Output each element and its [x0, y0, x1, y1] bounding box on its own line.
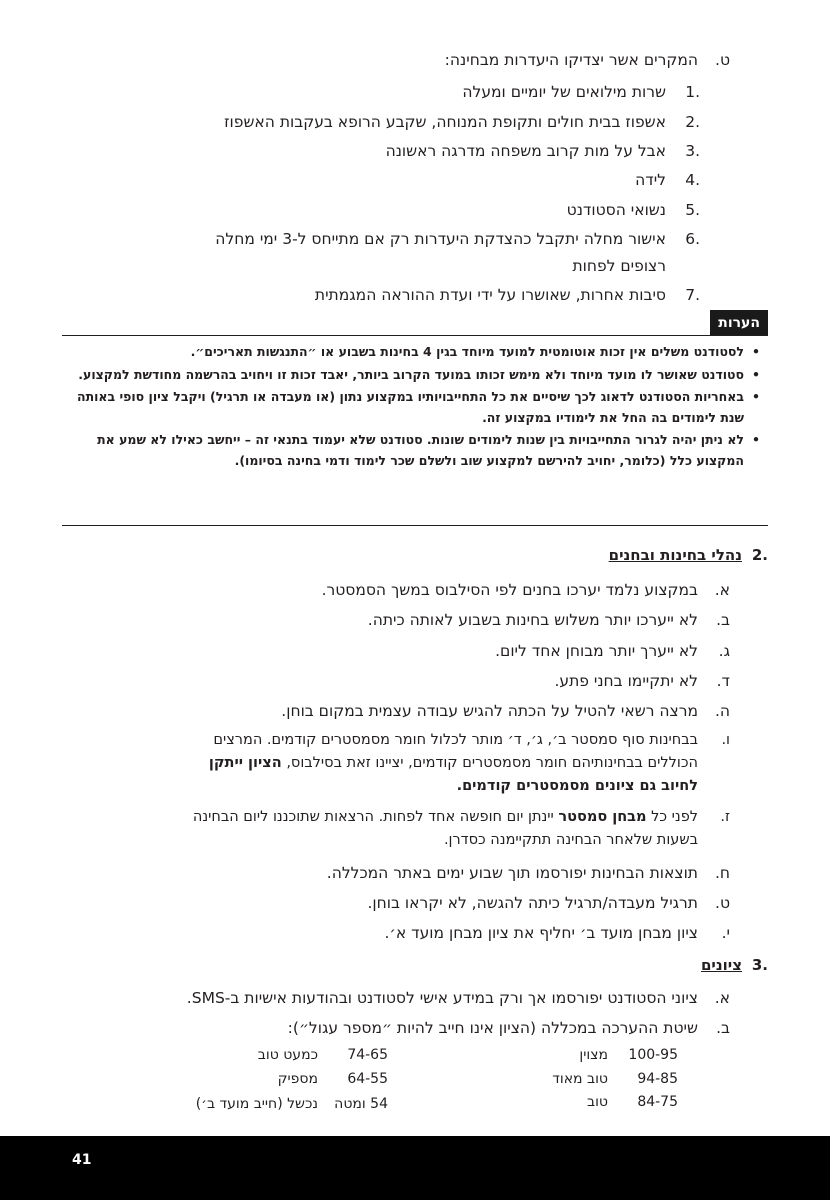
list-item: ו.בבחינות סוף סמסטר ב׳, ג׳, ד׳ מותר לכלול חומר מסמסטרים קודמים. המרצים: [213, 732, 730, 748]
list-item: .4לידה: [635, 171, 700, 189]
list-item: .6אישור מחלה יתקבל כהצדקת היעדרות רק אם מתייחס ל-3 ימי מחלה: [215, 230, 700, 248]
list-item: א.ציוני הסטודנט יפורסמו אך ורק במידע אישי לסטודנט ובהודעות אישיות ב-SMS.: [186, 989, 730, 1007]
grade-row: 100-95מצוין: [579, 1047, 678, 1063]
page-number: 41: [72, 1152, 92, 1168]
bullet-icon: •: [752, 344, 760, 359]
grade-row: 84-75טוב: [587, 1094, 678, 1110]
list-item: .7סיבות אחרות, שאושרו על ידי ועדת ההוראה המגמתית: [314, 286, 700, 304]
list-item: ג.לא ייערך יותר מבוחן אחד ליום.: [495, 642, 730, 660]
section-t-title: המקרים אשר יצדיקו היעדרות מבחינה:: [444, 51, 698, 69]
list-item: ד.לא יתקיימו בחני פתע.: [554, 672, 730, 690]
note-item: • באחריות הסטודנט לדאוג לכך שיסיים את כל התחייבויותיו במקצוע נתון (או מעבדה או תרגיל) ויקבל ציון סופי באותה שנת לימודים בה החל את לימודיו במקצוע זה.: [77, 389, 760, 425]
list-item: ה.מרצה רשאי להטיל על הכתה להגיש עבודה עצמית במקום בוחן.: [281, 702, 730, 720]
section-3-title: ציונים: [700, 956, 742, 974]
list-item: ח.תוצאות הבחינות יפורסמו תוך שבוע ימים באתר המכללה.: [326, 864, 730, 882]
list-item: .5נשואי הסטודנט: [566, 201, 700, 219]
list-item: .3אבל על מות קרוב משפחה מדרגה ראשונה: [385, 142, 700, 160]
list-item-continuation: הכוללים בבחינותיהם חומר מסמסטרים קודמים, יציינו זאת בסילבוס, הציון ייתקן: [208, 755, 698, 771]
list-item: .2אשפוז בבית חולים ותקופת המנוחה, שקבע הרופא בעקבות האשפוז: [224, 113, 700, 131]
grade-row: 64-55מספיק: [277, 1071, 388, 1087]
section-t-marker: ט.: [715, 51, 730, 69]
list-item: ט.תרגיל מעבדה/תרגיל כיתה להגשה, לא יקראו בוחן.: [367, 894, 730, 912]
notes-list: [60, 342, 760, 473]
section-2-heading: [609, 546, 768, 564]
grade-row: 74-65כמעט טוב: [257, 1047, 388, 1063]
notes-top-divider: [62, 335, 768, 336]
list-item: .1שרות מילואים של יומיים ומעלה: [462, 83, 700, 101]
list-item: ב.לא ייערכו יותר משלוש בחינות בשבוע לאותה כיתה.: [367, 611, 730, 629]
list-item-continuation: בשעות שלאחר הבחינה תתקיימנה כסדרן.: [443, 832, 698, 848]
note-item: • לא ניתן יהיה לגרור התחייבויות בין שנות לימודים שונות. סטודנט שלא יעמוד בתנאי זה – ייחשב כאילו לא שמע את המקצוע כלל (כלומר, יחויב להירשם למקצוע שוב ולשלם שכר לימוד ודמי בחינה בסיומו).: [97, 432, 760, 468]
list-item: י.ציון מבחן מועד ב׳ יחליף את ציון מבחן מועד א׳.: [384, 924, 730, 942]
section-t-heading: [445, 46, 730, 75]
list-item: ב.שיטת ההערכה במכללה (הציון אינו חייב להיות ״מספר עגול״):: [287, 1019, 730, 1037]
list-item: ז.לפני כל מבחן סמסטר יינתן יום חופשה אחד לפחות. הרצאות שתוכננו ליום הבחינה: [192, 809, 730, 825]
bullet-icon: •: [752, 366, 760, 382]
grade-row: 94-85טוב מאוד: [552, 1071, 678, 1087]
list-item-continuation: לחיוב גם ציונים מסמסטרים קודמים.: [456, 778, 698, 794]
notes-heading: הערות: [710, 310, 768, 336]
bullet-icon: •: [752, 389, 760, 404]
section-3-number: .3: [751, 956, 768, 974]
notes-bottom-divider: [62, 525, 768, 526]
page-footer-bar: [0, 1136, 830, 1200]
section-2-title: נהלי בחינות ובחנים: [608, 546, 742, 564]
note-item: • סטודנט שאושר לו מועד מיוחד ולא מימש זכותו במועד הקרוב ביותר, יאבד זכות זו ויחויב בהרשמה מחודשת למקצוע.: [60, 365, 760, 386]
section-3-heading: [701, 956, 768, 974]
list-item: א.במקצוע נלמד יערכו בחנים לפי הסילבוס במשך הסמסטר.: [321, 581, 730, 599]
note-item: • לסטודנט משלים אין זכות אוטומטית למועד מיוחד בגין 4 בחינות בשבוע או ״התנגשות תאריכים״.: [60, 342, 760, 363]
section-2-number: .2: [751, 546, 768, 564]
grade-row: 54 ומטהנכשל (חייב מועד ב׳): [195, 1096, 388, 1112]
bullet-icon: •: [752, 432, 760, 447]
list-item-continuation: רצופים לפחות: [572, 257, 666, 275]
